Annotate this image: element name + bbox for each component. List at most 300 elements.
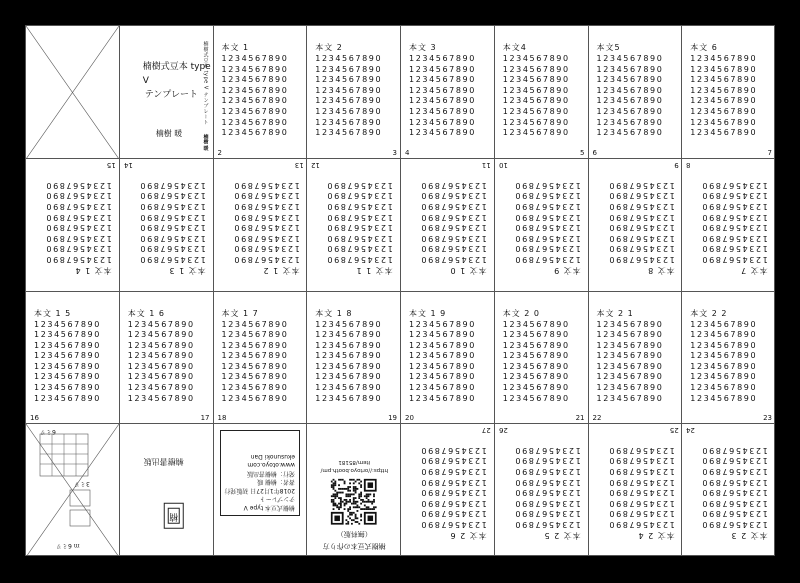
page-heading: 本文 2 3 [730, 531, 768, 540]
text-page-content [401, 159, 495, 292]
body-line: 1234567890 [138, 254, 206, 264]
body-line: 1234567890 [419, 467, 487, 477]
body-line: 1234567890 [701, 243, 768, 253]
text-page [589, 424, 683, 556]
body-text [315, 320, 397, 405]
body-text [124, 179, 206, 264]
body-line: 1234567890 [513, 467, 581, 477]
body-line: 1234567890 [502, 319, 570, 329]
text-page-content [682, 159, 775, 292]
text-page-content [682, 424, 775, 556]
text-page [589, 159, 683, 292]
text-page [682, 26, 775, 159]
body-line: 1234567890 [138, 233, 206, 243]
body-line: 1234567890 [701, 201, 768, 211]
body-line: 1234567890 [315, 319, 383, 329]
body-line: 1234567890 [419, 243, 487, 253]
cover-title-page [120, 26, 214, 159]
body-line: 1234567890 [502, 117, 570, 127]
body-line: 1234567890 [409, 96, 476, 106]
body-line: 1234567890 [315, 330, 383, 340]
body-line: 1234567890 [701, 212, 768, 222]
text-page-content [401, 424, 495, 556]
body-line: 1234567890 [607, 477, 675, 487]
body-line: 1234567890 [326, 233, 393, 243]
body-line: 1234567890 [127, 372, 195, 382]
body-line: 1234567890 [502, 96, 570, 106]
body-line: 1234567890 [701, 467, 768, 477]
text-page-content [495, 26, 589, 159]
body-line: 1234567890 [326, 243, 393, 253]
body-line: 1234567890 [690, 54, 758, 63]
page-number: 6 [592, 148, 597, 157]
body-line: 1234567890 [607, 233, 675, 243]
body-line: 1234567890 [315, 75, 383, 85]
body-line: 1234567890 [596, 64, 664, 74]
body-text [690, 54, 772, 139]
text-page [401, 159, 495, 292]
body-line: 1234567890 [607, 520, 675, 529]
body-line: 1234567890 [409, 75, 476, 85]
body-line: 1234567890 [513, 201, 581, 211]
body-line: 1234567890 [690, 340, 758, 350]
page-number: 26 [498, 426, 508, 435]
page-heading: 本文 3 [409, 43, 437, 52]
body-line: 1234567890 [409, 372, 476, 382]
body-line: 1234567890 [701, 520, 768, 529]
page-number: 27 [481, 426, 491, 435]
back-page-rotated [120, 424, 214, 556]
design-bottom-label: ｍ 6ミリ [56, 542, 80, 550]
body-line: 1234567890 [607, 445, 675, 455]
body-text [597, 320, 679, 405]
text-page [26, 292, 120, 425]
body-text [30, 179, 112, 264]
body-line: 1234567890 [409, 330, 476, 340]
page-number: 11 [481, 160, 491, 169]
body-text [34, 320, 116, 405]
page-number: 20 [405, 414, 414, 423]
body-line: 1234567890 [127, 340, 195, 350]
body-line: 1234567890 [232, 212, 300, 222]
body-line: 1234567890 [513, 488, 581, 498]
body-line: 1234567890 [513, 509, 581, 519]
body-line: 1234567890 [596, 393, 664, 403]
body-line: 1234567890 [232, 201, 300, 211]
body-line: 1234567890 [502, 372, 570, 382]
page-heading: 本文 1 2 [261, 265, 300, 275]
body-line: 1234567890 [607, 180, 675, 190]
body-text [503, 54, 585, 139]
body-line: 1234567890 [221, 106, 289, 116]
text-page-content [589, 292, 683, 425]
body-line: 1234567890 [513, 520, 581, 529]
body-line: 1234567890 [502, 54, 570, 63]
body-text [409, 320, 491, 405]
body-text [222, 320, 304, 405]
page-number: 4 [405, 148, 410, 157]
cover-title [143, 60, 211, 102]
body-line: 1234567890 [419, 477, 487, 487]
text-page-content [589, 159, 683, 292]
text-page-content [589, 26, 683, 159]
body-line: 1234567890 [221, 75, 289, 85]
colophon-line: テンプレート [259, 495, 295, 503]
body-line: 1234567890 [690, 372, 758, 382]
body-line: 1234567890 [326, 254, 393, 264]
page-number: 17 [200, 414, 210, 423]
body-line: 1234567890 [221, 54, 289, 63]
crop-cross-lines [26, 26, 120, 159]
body-line: 1234567890 [409, 117, 476, 127]
body-line: 1234567890 [701, 233, 768, 243]
page-number: 7 [767, 148, 772, 157]
text-page [682, 292, 775, 425]
page-heading: 本文 1 9 [409, 308, 447, 318]
body-line: 1234567890 [690, 75, 758, 85]
body-line: 1234567890 [315, 351, 383, 361]
body-line: 1234567890 [596, 128, 664, 138]
body-line: 1234567890 [513, 180, 581, 190]
body-line: 1234567890 [502, 75, 570, 85]
colophon-line: ekusunoki Dan [250, 453, 295, 461]
page-number: 10 [498, 160, 508, 169]
cover-author: 楠樹 暖 [155, 129, 183, 138]
body-line: 1234567890 [690, 361, 758, 371]
body-line: 1234567890 [409, 361, 476, 371]
body-line: 1234567890 [44, 190, 112, 200]
body-line: 1234567890 [701, 180, 768, 190]
body-line: 1234567890 [221, 383, 289, 393]
text-page-content [307, 159, 401, 292]
body-line: 1234567890 [513, 445, 581, 455]
text-page-content [26, 292, 120, 425]
body-line: 1234567890 [326, 201, 393, 211]
back-cover-rotated [307, 424, 401, 556]
body-line: 1234567890 [409, 340, 476, 350]
body-line: 1234567890 [221, 96, 289, 106]
body-line: 1234567890 [596, 383, 664, 393]
colophon-page [214, 424, 308, 556]
text-page-content [401, 26, 495, 159]
page-heading: 本文4 [502, 43, 527, 52]
body-text [217, 179, 299, 264]
page-heading: 本文 1 8 [315, 308, 353, 318]
body-line: 1234567890 [596, 54, 664, 63]
body-line: 1234567890 [127, 383, 195, 393]
text-page [589, 26, 683, 159]
page-number: 19 [388, 414, 397, 423]
text-page-content [589, 424, 683, 556]
body-line: 1234567890 [138, 180, 206, 190]
body-line: 1234567890 [138, 201, 206, 211]
body-line: 1234567890 [315, 372, 383, 382]
body-text [405, 444, 487, 529]
body-line: 1234567890 [419, 222, 487, 232]
body-line: 1234567890 [513, 190, 581, 200]
body-line: 1234567890 [44, 233, 112, 243]
imposition-sheet [25, 25, 775, 556]
body-line: 1234567890 [34, 393, 101, 403]
body-line: 1234567890 [315, 54, 383, 63]
body-line: 1234567890 [315, 383, 383, 393]
text-page [214, 26, 308, 159]
body-line: 1234567890 [596, 319, 664, 329]
body-line: 1234567890 [44, 254, 112, 264]
page-heading: 本文 2 [315, 43, 343, 52]
body-line: 1234567890 [607, 201, 675, 211]
page-heading: 本文 1 4 [74, 265, 112, 275]
page-number: 8 [686, 160, 691, 169]
page-number: 14 [123, 160, 133, 169]
body-line: 1234567890 [315, 340, 383, 350]
body-line: 1234567890 [409, 64, 476, 74]
body-line: 1234567890 [690, 393, 758, 403]
colophon-line: 著者：楠樹 暖 [256, 478, 295, 486]
text-page-content [495, 159, 589, 292]
body-line: 1234567890 [701, 254, 768, 264]
body-line: 1234567890 [419, 212, 487, 222]
body-line: 1234567890 [513, 456, 581, 466]
body-line: 1234567890 [419, 445, 487, 455]
body-line: 1234567890 [607, 498, 675, 508]
body-line: 1234567890 [44, 201, 112, 211]
body-line: 1234567890 [221, 85, 289, 95]
cover-title-line1: 楠樹式豆本 type V [142, 62, 211, 86]
page-number: 5 [580, 148, 585, 157]
body-line: 1234567890 [502, 393, 570, 403]
text-page [307, 292, 401, 425]
design-guide-page [26, 424, 120, 556]
body-line: 1234567890 [596, 106, 664, 116]
body-line: 1234567890 [502, 64, 570, 74]
colophon-line: 楠樹式豆本 type V [243, 504, 295, 512]
body-text [128, 320, 210, 405]
spine-title: 楠樹式豆本 type V テンプレート [202, 41, 209, 125]
text-page [682, 159, 775, 292]
body-line: 1234567890 [607, 467, 675, 477]
text-page [401, 292, 495, 425]
body-line: 1234567890 [315, 128, 383, 138]
body-line: 1234567890 [607, 488, 675, 498]
body-line: 1234567890 [502, 383, 570, 393]
page-number: 15 [106, 160, 116, 169]
text-page [120, 292, 214, 425]
back-cover-url: https://ortoyo.booth.pm/ [320, 467, 389, 473]
body-line: 1234567890 [34, 383, 101, 393]
body-line: 1234567890 [690, 64, 758, 74]
body-line: 1234567890 [315, 117, 383, 127]
page-heading: 本文 1 0 [449, 265, 487, 275]
body-line: 1234567890 [409, 106, 476, 116]
publisher-logo-icon: 楠 [164, 503, 184, 529]
body-line: 1234567890 [326, 180, 393, 190]
page-number: 24 [686, 426, 696, 435]
body-line: 1234567890 [502, 106, 570, 116]
body-line: 1234567890 [44, 243, 112, 253]
page-number: 2 [217, 148, 222, 157]
page-number: 18 [217, 414, 227, 423]
body-line: 1234567890 [221, 340, 289, 350]
body-line: 1234567890 [596, 351, 664, 361]
body-line: 1234567890 [419, 509, 487, 519]
body-line: 1234567890 [409, 383, 476, 393]
page-heading: 本文 6 [690, 43, 718, 52]
body-line: 1234567890 [232, 254, 300, 264]
colophon-line: www.otoyo.com [246, 461, 295, 469]
design-guide-lines [26, 424, 120, 556]
qr-code-icon [331, 479, 377, 525]
body-line: 1234567890 [607, 212, 675, 222]
body-line: 1234567890 [34, 330, 101, 340]
body-line: 1234567890 [690, 96, 758, 106]
body-line: 1234567890 [690, 383, 758, 393]
body-text [686, 179, 768, 264]
body-text [499, 179, 581, 264]
text-page [401, 26, 495, 159]
body-line: 1234567890 [409, 351, 476, 361]
body-line: 1234567890 [127, 393, 195, 403]
body-line: 1234567890 [127, 330, 195, 340]
body-line: 1234567890 [315, 85, 383, 95]
body-line: 1234567890 [513, 254, 581, 264]
body-line: 1234567890 [419, 201, 487, 211]
body-line: 1234567890 [607, 243, 675, 253]
body-line: 1234567890 [419, 180, 487, 190]
body-line: 1234567890 [513, 222, 581, 232]
body-line: 1234567890 [596, 96, 664, 106]
body-text [499, 444, 581, 529]
body-line: 1234567890 [127, 319, 195, 329]
text-page-content [214, 26, 308, 159]
body-line: 1234567890 [690, 85, 758, 95]
body-line: 1234567890 [34, 361, 101, 371]
design-middle-label: 3ミリ [74, 480, 90, 488]
page-heading: 本文 1 7 [221, 308, 259, 318]
text-page-content [214, 292, 308, 425]
body-line: 1234567890 [701, 488, 768, 498]
page-heading: 本文 2 5 [543, 531, 581, 540]
cover-title-line2: テンプレート [144, 90, 198, 100]
page-number: 9 [673, 160, 679, 169]
body-line: 1234567890 [409, 393, 476, 403]
page-number: 13 [294, 160, 304, 169]
body-line: 1234567890 [315, 393, 383, 403]
text-page [214, 292, 308, 425]
body-line: 1234567890 [138, 190, 206, 200]
spine-author: 楠樹 暖 [202, 134, 209, 151]
body-line: 1234567890 [409, 128, 476, 138]
body-line: 1234567890 [232, 233, 300, 243]
body-text [222, 54, 304, 139]
body-line: 1234567890 [326, 190, 393, 200]
body-line: 1234567890 [138, 222, 206, 232]
page-number: 23 [763, 414, 772, 423]
body-line: 1234567890 [513, 498, 581, 508]
body-line: 1234567890 [419, 456, 487, 466]
body-line: 1234567890 [607, 190, 675, 200]
body-line: 1234567890 [502, 361, 570, 371]
text-page-content [682, 26, 775, 159]
page-number: 25 [669, 426, 679, 435]
page-number: 21 [575, 414, 585, 423]
text-page [589, 292, 683, 425]
body-line: 1234567890 [502, 85, 570, 95]
body-line: 1234567890 [701, 509, 768, 519]
body-line: 1234567890 [690, 351, 758, 361]
body-line: 1234567890 [607, 456, 675, 466]
text-page-content [401, 292, 495, 425]
body-line: 1234567890 [221, 361, 289, 371]
body-text [315, 54, 397, 139]
body-line: 1234567890 [513, 243, 581, 253]
body-text [405, 179, 487, 264]
text-page-content [307, 292, 401, 425]
body-line: 1234567890 [419, 520, 487, 529]
body-line: 1234567890 [513, 477, 581, 487]
body-line: 1234567890 [690, 319, 758, 329]
text-page [495, 292, 589, 425]
body-line: 1234567890 [138, 212, 206, 222]
page-heading: 本文 2 1 [596, 308, 634, 318]
body-text [686, 444, 768, 529]
page-heading: 本文 7 [740, 265, 768, 275]
body-line: 1234567890 [701, 456, 768, 466]
body-line: 1234567890 [701, 445, 768, 455]
body-line: 1234567890 [232, 222, 300, 232]
text-page-content [120, 159, 214, 292]
page-heading: 本文 9 [552, 265, 581, 275]
body-line: 1234567890 [221, 128, 289, 138]
text-page-content [120, 292, 214, 425]
colophon-line: 2018年1月27日 初版発行 [223, 487, 295, 495]
text-page-content [495, 292, 589, 425]
body-line: 1234567890 [690, 330, 758, 340]
text-page [495, 26, 589, 159]
text-page [26, 159, 120, 292]
body-line: 1234567890 [502, 330, 570, 340]
back-page [120, 424, 214, 556]
body-line: 1234567890 [34, 319, 101, 329]
colophon-box [220, 430, 300, 516]
body-line: 1234567890 [419, 190, 487, 200]
page-heading: 本文5 [596, 43, 621, 52]
colophon-line: 発行：楠樹書出版 [246, 470, 295, 478]
body-line: 1234567890 [690, 128, 758, 138]
text-page-content [495, 424, 589, 556]
body-line: 1234567890 [690, 117, 758, 127]
body-line: 1234567890 [502, 340, 570, 350]
design-top-label: 6ミリ [40, 428, 56, 436]
body-line: 1234567890 [326, 222, 393, 232]
body-line: 1234567890 [127, 351, 195, 361]
body-line: 1234567890 [44, 212, 112, 222]
body-line: 1234567890 [409, 85, 476, 95]
page-number: 16 [30, 414, 39, 423]
body-line: 1234567890 [596, 330, 664, 340]
body-line: 1234567890 [419, 254, 487, 264]
page-heading: 本文 2 2 [690, 308, 728, 318]
body-text [503, 320, 585, 405]
page-heading: 本文 1 5 [34, 308, 72, 318]
body-line: 1234567890 [34, 372, 101, 382]
text-page [307, 159, 401, 292]
text-page [401, 424, 495, 556]
body-line: 1234567890 [315, 106, 383, 116]
body-line: 1234567890 [409, 319, 476, 329]
body-line: 1234567890 [326, 212, 393, 222]
page-heading: 本文 1 1 [355, 265, 393, 275]
